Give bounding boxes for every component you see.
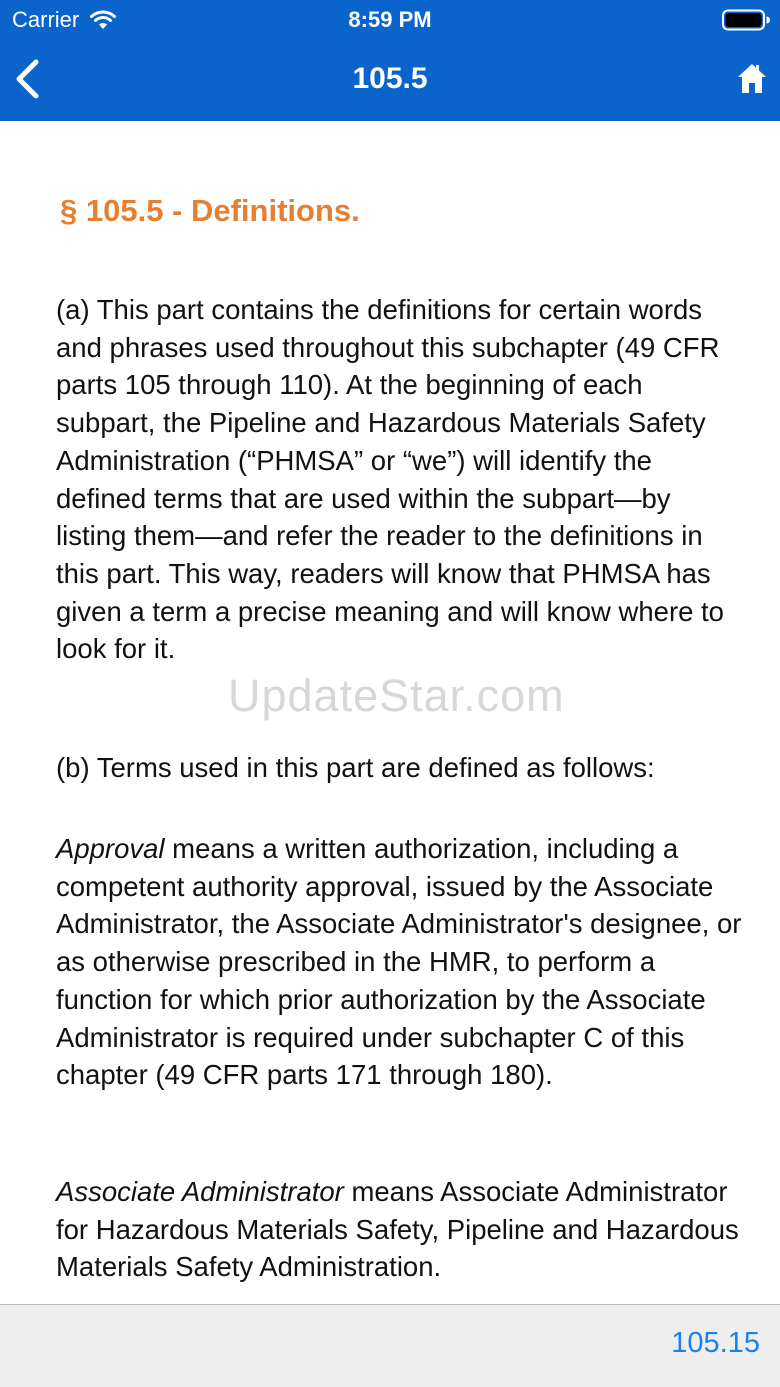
battery-icon	[722, 9, 770, 31]
paragraph-b: (b) Terms used in this part are defined as follows:	[56, 752, 655, 783]
definition-text: means Associate Administrator for Hazardous Materials Safety, Pipeline and Hazardous Materials Safety Administration.	[56, 1176, 739, 1283]
home-icon	[736, 62, 768, 96]
definition-term: Associate Administrator	[56, 1176, 344, 1207]
watermark: UpdateStar.com	[228, 670, 565, 721]
paragraph-a: (a) This part contains the definitions for certain words and phrases used throughout this subchapter (49 CFR parts 105 through 110). At the beginning of each subpart, the Pipeline and Hazardous Materials Safety Administration (“PHMSA” or “we”) will identify the defined terms that are used within the subpart—by listing them—and refer the reader to the definitions in this part. This way, readers will know that PHMSA has given a term a precise meaning and will know where to look for it.	[56, 294, 724, 665]
definition-associate-administrator	[56, 1173, 746, 1286]
section-heading: § 105.5 - Definitions.	[60, 193, 360, 228]
top-bar	[0, 0, 780, 121]
status-bar	[0, 0, 780, 40]
carrier-label: Carrier	[12, 7, 80, 32]
definition-approval	[56, 830, 746, 1094]
status-time: 8:59 PM	[348, 7, 432, 32]
nav-bar	[0, 40, 780, 121]
next-section-button[interactable]: 105.15	[671, 1327, 760, 1359]
definition-term: Approval	[56, 833, 165, 864]
bottom-bar	[0, 1304, 780, 1387]
content-area[interactable]	[0, 121, 780, 1304]
nav-title: 105.5	[352, 62, 428, 95]
home-button[interactable]	[736, 62, 768, 96]
definition-text: means a written authorization, including a competent authority approval, issued by the Associate Administrator, the Associate Administrator's designee, or as otherwise prescribed in the HMR, to perform a function for which prior authorization by the Associate Administrator is required under subchapter C of this chapter (49 CFR parts 171 through 180).	[56, 833, 742, 1091]
